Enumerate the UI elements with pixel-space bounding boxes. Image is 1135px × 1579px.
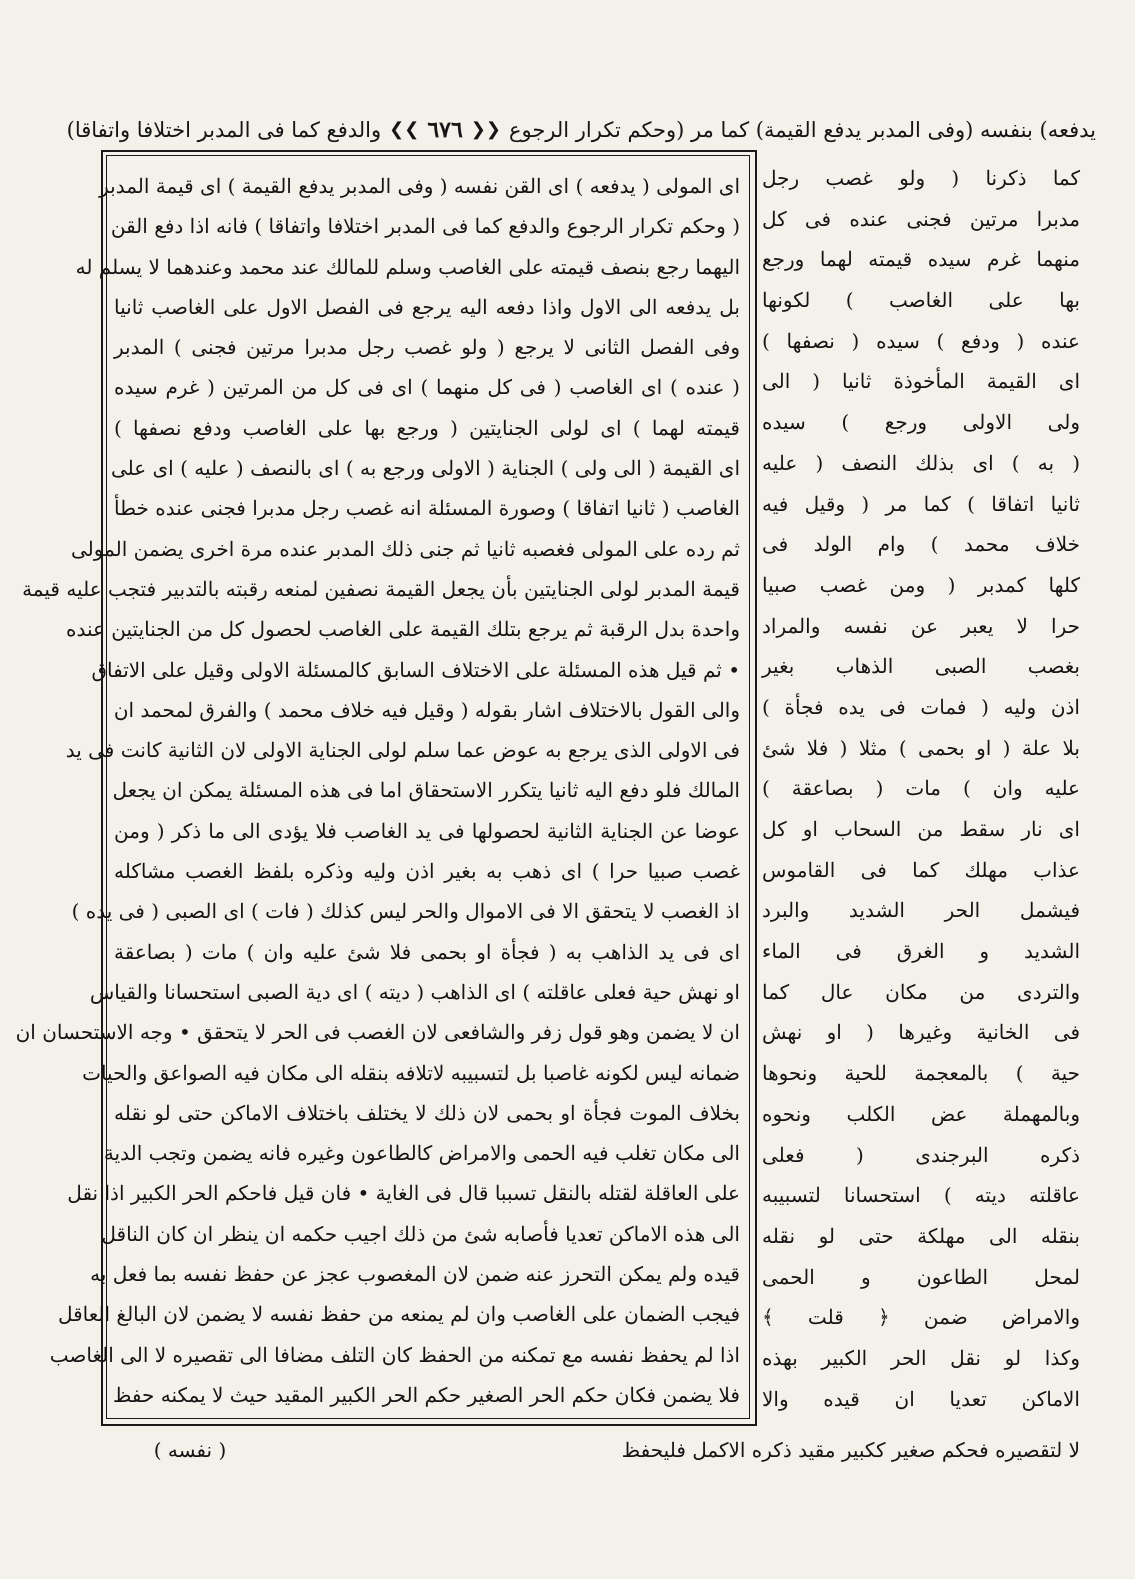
margin-text-line: فيشمل الحر الشديد والبرد [762, 898, 1080, 923]
margin-text-line: فى الخانية وغيرها ( او نهش [762, 1020, 1080, 1045]
margin-text-line: كلها كمدبر ( ومن غصب صبيا [762, 572, 1080, 597]
running-header [66, 108, 1096, 152]
margin-text-line: اذن وليه ( فمات فى يده فجأة ) [762, 694, 1080, 719]
main-text-line: قيمته لهما ) اى لولى الجنايتين ( ورجع بها على الغاصب ودفع نصفها ) [114, 415, 740, 440]
header-ornament-right: ❮❮ [470, 119, 501, 140]
margin-text-line: بها على الغاصب ) لكونها [762, 288, 1080, 313]
margin-text-line: وبالمهملة عض الكلب ونحوه [762, 1101, 1080, 1126]
header-page-number-group [381, 108, 509, 152]
main-text-line: فيجب الضمان على الغاصب وان لم يمنعه من حفظ نفسه لا يضمن لان البالغ العاقل [57, 1302, 740, 1327]
main-text-line: او نهش حية فعلى عاقلته ) اى الذاهب ( ديته ) اى دية الصبى استحسانا والقياس [89, 979, 740, 1004]
main-text-line: قيده ولم يمكن التحرز عنه ضمن لان المغصوب عجز عن حفظ نفسه بما فعل به [90, 1262, 740, 1287]
margin-text-line: عليه وان ) مات ( بصاعقة ) [762, 776, 1080, 801]
main-text-line: عوضا عن الجناية الثانية لحصولها فى يد الغاصب فلا يؤدى الى ما ذكر ( ومن [114, 818, 740, 843]
main-text-line: اى القيمة ( الى ولى ) الجناية ( الاولى ورجع به ) اى بالنصف ( عليه ) اى على [110, 456, 740, 481]
margin-text-line: ولى الاولى ورجع ) سيده [762, 410, 1080, 435]
margin-text-line: بنقله الى مهلكة حتى لو نقله [762, 1223, 1080, 1248]
margin-text-line: كما ذكرنا ( ولو غصب رجل [762, 166, 1080, 190]
main-text-line: ( عنده ) اى الغاصب ( فى كل منهما ) اى فى كل من المرتين ( غرم سيده [114, 375, 740, 400]
margin-text-line: حية ) بالمعجمة للحية ونحوها [762, 1061, 1080, 1086]
margin-text-line: والامراض ضمن ﴿ قلت ﴾ [762, 1305, 1080, 1330]
margin-text-line: اى القيمة المأخوذة ثانيا ( الى [762, 369, 1080, 394]
header-left-text: والدفع كما فى المدبر اختلافا واتفاقا) [66, 118, 382, 142]
main-text-line: بل يدفعه الى الاول واذا دفعه اليه يرجع فى الفصل الاول على الغاصب ثانيا [114, 294, 740, 319]
margin-text-line: بلا علة ( او بحمى ) مثلا ( فلا شئ [762, 735, 1080, 760]
main-text-line: اذا لم يحفظ نفسه مع تمكنه من الحفظ كان التلف مضافا الى تقصيره لا الى الغاصب [49, 1342, 740, 1367]
margin-text-line: الشديد و الغرق فى الماء [762, 939, 1080, 964]
margin-text-line: والتردى من مكان عال كما [762, 979, 1080, 1004]
margin-text-line: حرا لا يعبر عن نفسه والمراد [762, 613, 1080, 638]
main-text-line: ثم رده على المولى فغصبه ثانيا ثم جنى ذلك المدبر عنده مرة اخرى يضمن المولى [70, 536, 740, 561]
main-text-line: قيمة المدبر لولى الجنايتين بأن يجعل القيمة نصفين لمنعه رقبته بالتدبير فتجب عليه قيمة [22, 576, 740, 601]
page-number: ٦٧٦ [427, 117, 463, 143]
main-text-line: ضمانه ليس لكونه غاصبا بل لتسبيبه لاتلافه بنقله الى مكان فيه الصواعق والحيات [82, 1060, 740, 1085]
main-text-line: ان لا يضمن وهو قول زفر والشافعى لان الغصب فى الحر لا يتحقق • وجه الاستحسان ان [15, 1020, 740, 1045]
main-text-line: اى فى يد الذاهب به ( فجأة او بحمى فلا شئ عليه وان ) مات ( بصاعقة [114, 939, 740, 964]
margin-text-line: اى نار سقط من السحاب او كل [762, 817, 1080, 841]
margin-text-line: ثانيا اتفاقا ) كما مر ( وقيل فيه [762, 491, 1080, 516]
main-text-line: فى الاولى الذى يرجع به عوض عما سلم لولى الجناية الاولى لان الثانية كانت فى يد [65, 738, 740, 763]
catchword: ( نفسه ) [153, 1438, 227, 1462]
header-right-text: يدفعه) بنفسه (وفى المدبر يدفع القيمة) كما مر (وحكم تكرار الرجوع [508, 118, 1096, 142]
main-text-line: الغاصب ( ثانيا اتفاقا ) وصورة المسئلة انه غصب رجل مدبرا فجنى عنده خطأ [114, 496, 740, 521]
main-text-line: بخلاف الموت فجأة او بحمى لان ذلك لا يختلف باختلاف الاماكن حتى لو نقله [114, 1100, 740, 1125]
main-text-line: اليهما رجع بنصف قيمته على الغاصب وسلم للمالك عند محمد وعندهما لا يسلم له [75, 254, 740, 279]
main-text-line: على العاقلة لقتله بالنقل تسببا قال فى الغاية • فان قيل فاحكم الحر الكبير اذا نقل [67, 1181, 740, 1206]
main-text-line: الى مكان تغلب فيه الحمى والامراض كالطاعون وغيره فانه يضمن وتجب الدية [103, 1141, 740, 1166]
main-text-line: والى القول بالاختلاف اشار بقوله ( وقيل فيه خلاف محمد ) والفرق لمحمد ان [113, 697, 740, 722]
margin-text-line: بغصب الصبى الذهاب بغير [762, 654, 1080, 679]
margin-text-line: وكذا لو نقل الحر الكبير بهذه [762, 1345, 1080, 1370]
header-ornament-left: ❯❯ [389, 119, 420, 140]
margin-text-line: لمحل الطاعون و الحمى [762, 1264, 1080, 1289]
main-text-line: اى المولى ( يدفعه ) اى القن نفسه ( وفى المدبر يدفع القيمة ) اى قيمة المدبر [99, 174, 740, 198]
margin-text-line: خلاف محمد ) وام الولد فى [762, 532, 1080, 557]
margin-text-line: عنده ( ودفع ) سيده ( نصفها ) [762, 328, 1080, 353]
margin-text-line: مدبرا مرتين فجنى عنده فى كل [762, 206, 1080, 231]
main-text-line: اذ الغصب لا يتحقق الا فى الاموال والحر ليس كذلك ( فات ) اى الصبى ( فى يده ) [71, 899, 740, 924]
main-commentary [15, 166, 740, 1416]
main-text-line: غصب صبيا حرا ) اى ذهب به بغير اذن وليه وذكره بلفظ الغصب مشاكله [114, 859, 740, 884]
main-text-line: واحدة بدل الرقبة ثم يرجع بتلك القيمة على الغاصب لحصول كل من الجنايتين عنده [65, 617, 740, 642]
main-text-line: فلا يضمن فكان حكم الحر الصغير حكم الحر الكبير المقيد حيث لا يمكنه حفظ [112, 1382, 740, 1407]
margin-footer-line: لا لتقصيره فحكم صغير ككبير مقيد ذكره الاكمل فليحفظ [621, 1438, 1080, 1462]
margin-text-line: عاقلته ديته ) استحسانا لتسبيبه [762, 1183, 1080, 1208]
main-text-line: الى هذه الاماكن تعديا فأصابه شئ من ذلك اجيب حكمه ان ينظر ان كان الناقل [101, 1221, 740, 1246]
main-text-line: • ثم قيل هذه المسئلة على الاختلاف السابق كالمسئلة الاولى وقيل على الاتفاق [91, 657, 740, 682]
margin-text-line: عذاب مهلك كما فى القاموس [762, 857, 1080, 882]
main-text-line: المالك فلو دفع اليه ثانيا يتكرر الاستحقاق اما فى هذه المسئلة يمكن ان يجعل [112, 778, 740, 803]
main-text-line: وفى الفصل الثانى لا يرجع ( ولو غصب رجل مدبرا مرتين فجنى ) المدبر [114, 335, 740, 360]
margin-text-line: ( به ) اى بذلك النصف ( عليه [762, 450, 1080, 475]
margin-text-line: ذكره البرجندى ( فعلى [762, 1142, 1080, 1167]
margin-commentary [762, 158, 1080, 1458]
margin-text-line: الاماكن تعديا ان قيده والا [762, 1386, 1080, 1411]
main-text-line: ( وحكم تكرار الرجوع والدفع كما فى المدبر اختلافا واتفاقا ) فانه اذا دفع القن [110, 214, 740, 239]
margin-text-line: منهما غرم سيده قيمته لهما ورجع [762, 247, 1080, 272]
